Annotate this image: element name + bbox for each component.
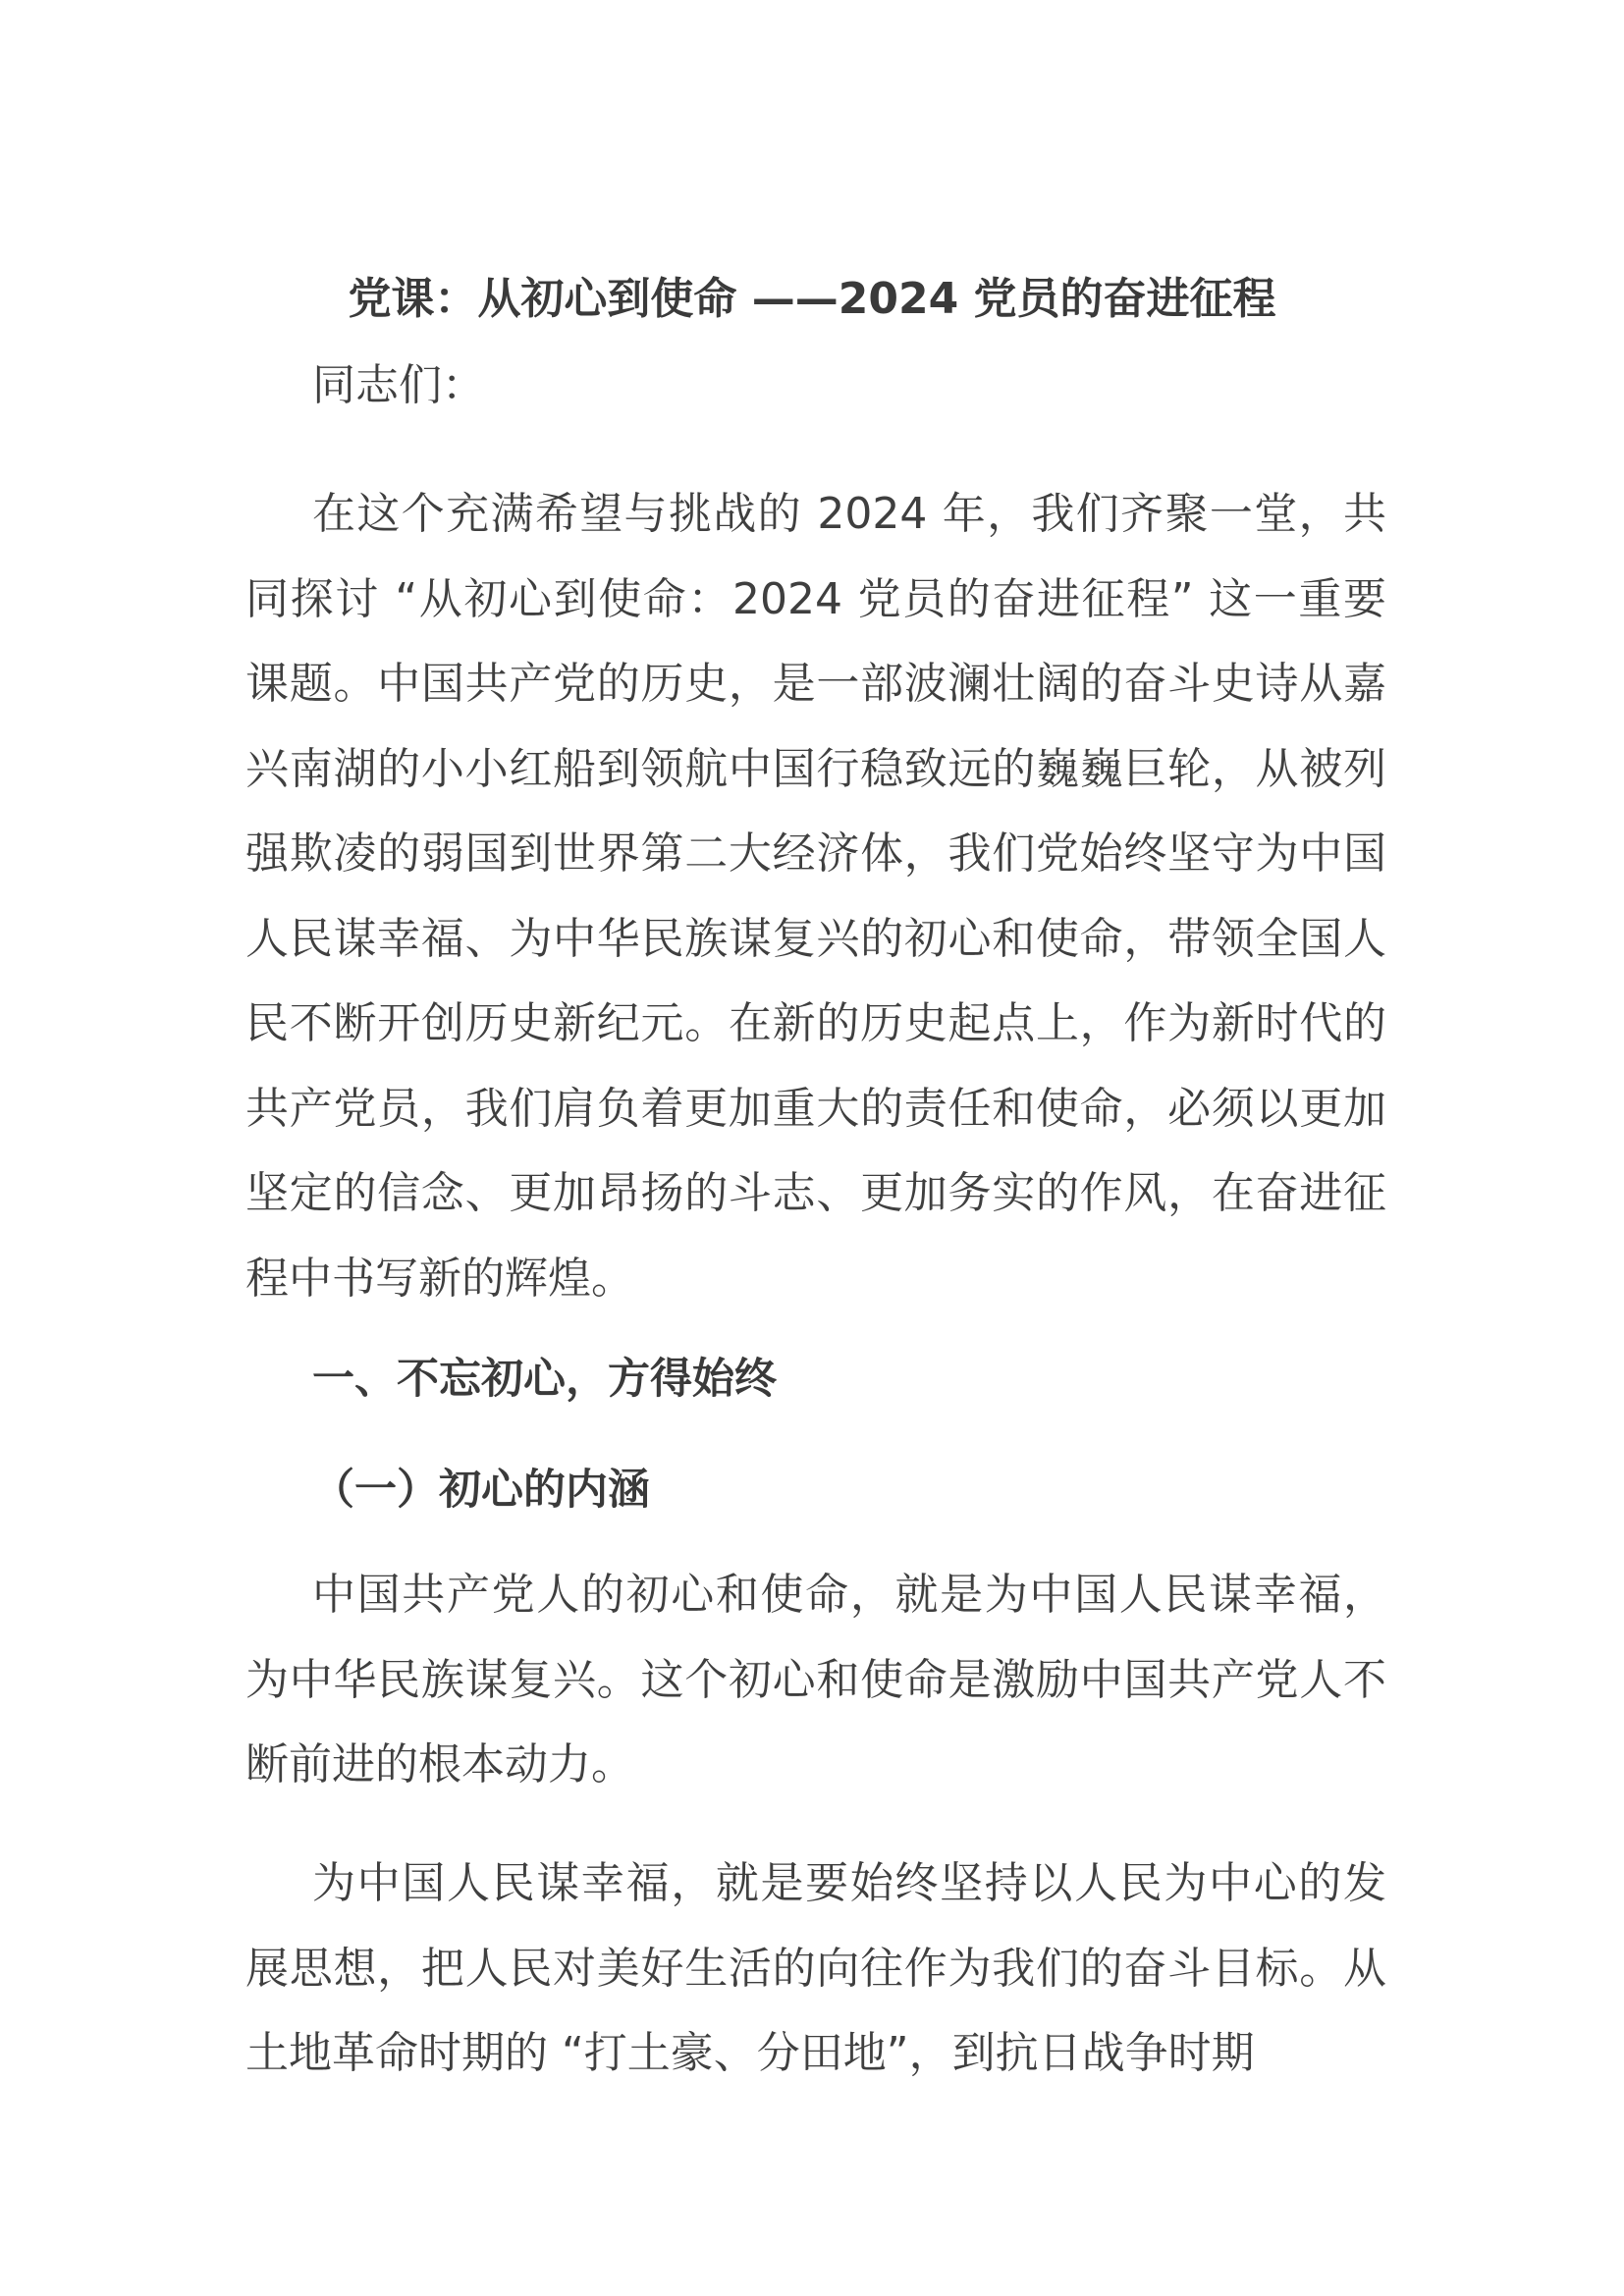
subsection-heading: （一）初心的内涵 [312, 1466, 650, 1515]
body-paragraph: 为中国人民谋幸福，就是要始终坚持以人民为中心的发展思想，把人民对美好生活的向往作为我们的奋斗目标。从土地革命时期的 “打土豪、分田地”，到抗日战争时期 [245, 1858, 1386, 2078]
greeting-line: 同志们： [312, 360, 485, 410]
body-paragraph: 中国共产党人的初心和使命，就是为中国人民谋幸福，为中华民族谋复兴。这个初心和使命是激励中国共产党人不断前进的根本动力。 [245, 1570, 1386, 1789]
section-heading: 一、不忘初心，方得始终 [312, 1355, 777, 1404]
intro-paragraph: 在这个充满希望与挑战的 2024 年，我们齐聚一堂，共同探讨 “从初心到使命：2024 党员的奋进征程” 这一重要课题。中国共产党的历史，是一部波澜壮阔的奋斗史诗从嘉兴南湖的小小红船到领航中国行稳致远的巍巍巨轮，从被列强欺凌的弱国到世界第二大经济体，我们党始终坚守为中国人民谋幸福、为中华民族谋复兴的初心和使命，带领全国人民不断开创历史新纪元。在新的历史起点上，作为新时代的共产党员，我们肩负着更加重大的责任和使命，必须以更加坚定的信念、更加昂扬的斗志、更加务实的作风，在奋进征程中书写新的辉煌。 [245, 489, 1386, 1304]
document-title: 党课：从初心到使命 ——2024 党员的奋进征程 [348, 274, 1276, 324]
